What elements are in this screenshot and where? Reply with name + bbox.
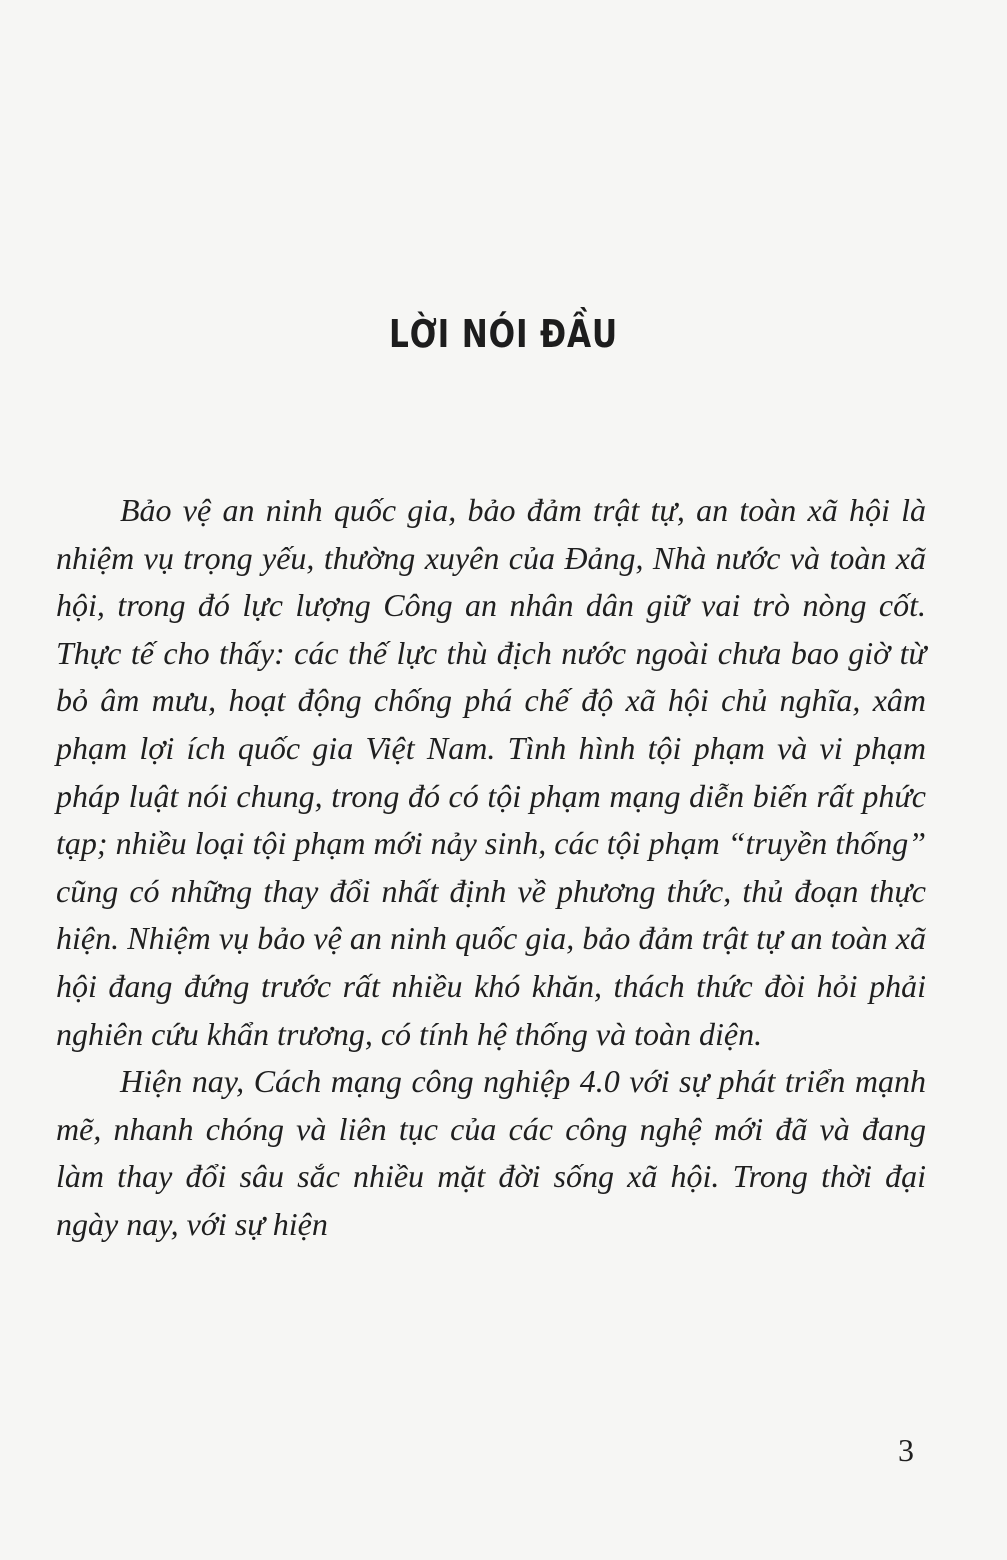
paragraph-2: Hiện nay, Cách mạng công nghiệp 4.0 với sự phát triển mạnh mẽ, nhanh chóng và liên tục của các công nghệ mới đã và đang làm thay đổi sâu sắc nhiều mặt đời sống xã hội. Trong thời đại ngày nay, với sự hiện: [56, 1063, 926, 1242]
paragraph-1: Bảo vệ an ninh quốc gia, bảo đảm trật tự, an toàn xã hội là nhiệm vụ trọng yếu, thường xuyên của Đảng, Nhà nước và toàn xã hội, trong đó lực lượng Công an nhân dân giữ vai trò nòng cốt. Thực tế cho thấy: các thế lực thù địch nước ngoài chưa bao giờ từ bỏ âm mưu, hoạt động chống phá chế độ xã hội chủ nghĩa, xâm phạm lợi ích quốc gia Việt Nam. Tình hình tội phạm và vi phạm pháp luật nói chung, trong đó có tội phạm mạng diễn biến rất phức tạp; nhiều loại tội phạm mới nảy sinh, các tội phạm “truyền thống” cũng có những thay đổi nhất định về phương thức, thủ đoạn thực hiện. Nhiệm vụ bảo vệ an ninh quốc gia, bảo đảm trật tự an toàn xã hội đang đứng trước rất nhiều khó khăn, thách thức đòi hỏi phải nghiên cứu khẩn trương, có tính hệ thống và toàn diện.: [56, 492, 926, 1052]
page-number: 3: [898, 1432, 914, 1468]
page-heading: LỜI NÓI ĐẦU: [388, 312, 619, 356]
body-text: [56, 487, 926, 1249]
